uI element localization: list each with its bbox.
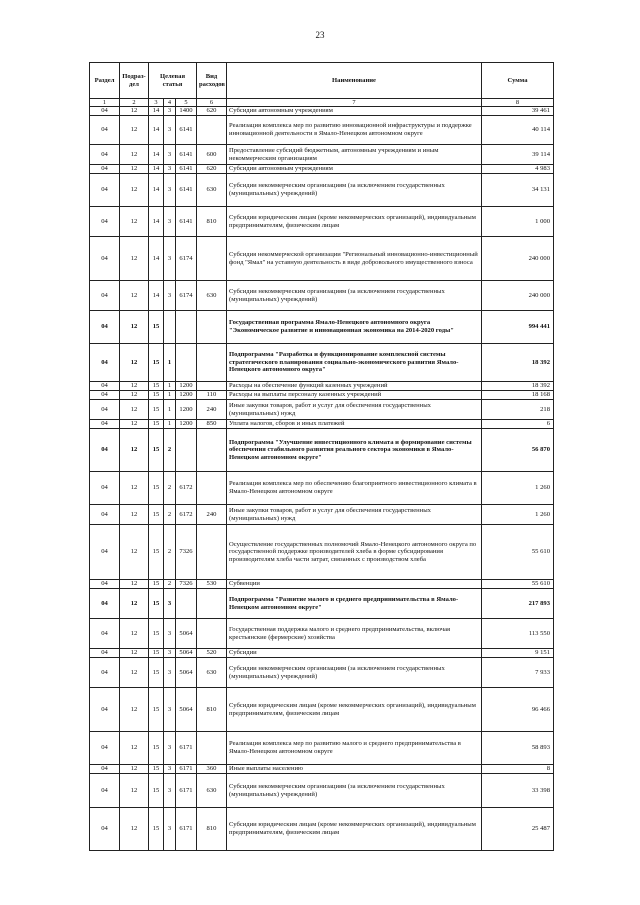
cell-direction: 5064 bbox=[176, 658, 197, 688]
cell-subprogram: 2 bbox=[164, 472, 176, 505]
cell-program: 15 bbox=[149, 580, 164, 589]
cell-vid-raskhodov: 630 bbox=[197, 658, 227, 688]
cell-program: 15 bbox=[149, 344, 164, 382]
cell-name: Реализация комплекса мер по обеспечению благоприятного инвестиционного климата в Ямало-Ненецком автономном округе bbox=[227, 472, 482, 505]
cell-subprogram: 1 bbox=[164, 382, 176, 391]
cell-program: 14 bbox=[149, 281, 164, 311]
cell-direction: 6141 bbox=[176, 165, 197, 174]
cell-summa: 33 398 bbox=[482, 774, 554, 808]
cell-vid-raskhodov: 530 bbox=[197, 580, 227, 589]
cell-program: 14 bbox=[149, 165, 164, 174]
cell-program: 14 bbox=[149, 237, 164, 281]
cell-vid-raskhodov: 600 bbox=[197, 145, 227, 165]
cell-program: 15 bbox=[149, 472, 164, 505]
cell-podrazdel: 12 bbox=[120, 420, 149, 429]
cell-direction bbox=[176, 589, 197, 619]
cell-summa: 18 392 bbox=[482, 344, 554, 382]
cell-summa: 40 114 bbox=[482, 116, 554, 145]
table-row bbox=[90, 580, 554, 589]
cell-subprogram: 1 bbox=[164, 420, 176, 429]
cell-name: Реализация комплекса мер по развитию малого и среднего предпринимательства в Ямало-Ненецком автономном округе bbox=[227, 732, 482, 765]
cell-name: Иные закупки товаров, работ и услуг для обеспечения государственных (муниципальных) нужд bbox=[227, 505, 482, 525]
cell-summa: 7 933 bbox=[482, 658, 554, 688]
cell-subprogram: 3 bbox=[164, 281, 176, 311]
table-row bbox=[90, 174, 554, 207]
cell-direction: 6141 bbox=[176, 145, 197, 165]
cell-summa: 240 000 bbox=[482, 281, 554, 311]
cell-summa: 18 392 bbox=[482, 382, 554, 391]
cell-podrazdel: 12 bbox=[120, 732, 149, 765]
cell-podrazdel: 12 bbox=[120, 472, 149, 505]
cell-subprogram: 3 bbox=[164, 649, 176, 658]
table-row bbox=[90, 472, 554, 505]
cell-razdel: 04 bbox=[90, 420, 120, 429]
cell-program: 14 bbox=[149, 207, 164, 237]
cell-direction bbox=[176, 429, 197, 472]
cell-program: 15 bbox=[149, 391, 164, 400]
cell-name: Субсидии некоммерческим организациям (за исключением государственных (муниципальных) учреждений) bbox=[227, 174, 482, 207]
cell-razdel: 04 bbox=[90, 619, 120, 649]
cell-subprogram: 3 bbox=[164, 589, 176, 619]
cell-razdel: 04 bbox=[90, 658, 120, 688]
cell-subprogram: 1 bbox=[164, 391, 176, 400]
cell-vid-raskhodov bbox=[197, 116, 227, 145]
cell-subprogram: 3 bbox=[164, 237, 176, 281]
cell-razdel: 04 bbox=[90, 472, 120, 505]
cell-vid-raskhodov bbox=[197, 619, 227, 649]
cell-direction: 6171 bbox=[176, 765, 197, 774]
cell-razdel: 04 bbox=[90, 281, 120, 311]
table-row bbox=[90, 619, 554, 649]
cell-program: 14 bbox=[149, 107, 164, 116]
cell-subprogram: 3 bbox=[164, 165, 176, 174]
cell-razdel: 04 bbox=[90, 207, 120, 237]
cell-subprogram: 2 bbox=[164, 525, 176, 580]
table-row bbox=[90, 658, 554, 688]
cell-vid-raskhodov: 360 bbox=[197, 765, 227, 774]
cell-vid-raskhodov: 630 bbox=[197, 774, 227, 808]
table-row bbox=[90, 165, 554, 174]
cell-name: Подпрограмма "Развитие малого и среднего предпринимательства в Ямало-Ненецком автономном округе" bbox=[227, 589, 482, 619]
table-row bbox=[90, 207, 554, 237]
cell-program: 14 bbox=[149, 116, 164, 145]
cell-summa: 4 983 bbox=[482, 165, 554, 174]
cell-program: 15 bbox=[149, 765, 164, 774]
cell-subprogram: 3 bbox=[164, 765, 176, 774]
cell-name: Субсидии юридическим лицам (кроме некоммерческих организаций), индивидуальным предпринимателям, физическим лицам bbox=[227, 808, 482, 851]
cell-program: 15 bbox=[149, 774, 164, 808]
cell-program: 15 bbox=[149, 382, 164, 391]
cell-razdel: 04 bbox=[90, 649, 120, 658]
cell-podrazdel: 12 bbox=[120, 116, 149, 145]
cell-subprogram: 3 bbox=[164, 174, 176, 207]
cell-vid-raskhodov bbox=[197, 525, 227, 580]
cell-name: Государственная поддержка малого и среднего предпринимательства, включая крестьянские (фермерские) хозяйства bbox=[227, 619, 482, 649]
cell-razdel: 04 bbox=[90, 174, 120, 207]
table-body bbox=[90, 107, 554, 851]
cell-podrazdel: 12 bbox=[120, 774, 149, 808]
cell-podrazdel: 12 bbox=[120, 619, 149, 649]
cell-vid-raskhodov: 240 bbox=[197, 505, 227, 525]
cell-subprogram: 3 bbox=[164, 774, 176, 808]
cell-name: Иные выплаты населению bbox=[227, 765, 482, 774]
cell-podrazdel: 12 bbox=[120, 429, 149, 472]
cell-direction: 5064 bbox=[176, 688, 197, 732]
cell-name: Субсидии юридическим лицам (кроме некоммерческих организаций), индивидуальным предпринимателям, физическим лицам bbox=[227, 207, 482, 237]
cell-summa: 218 bbox=[482, 400, 554, 420]
cell-subprogram: 3 bbox=[164, 145, 176, 165]
cell-summa: 8 bbox=[482, 765, 554, 774]
column-number: 1 bbox=[90, 99, 120, 107]
cell-program: 15 bbox=[149, 505, 164, 525]
cell-program: 15 bbox=[149, 619, 164, 649]
table-row bbox=[90, 420, 554, 429]
cell-program: 15 bbox=[149, 429, 164, 472]
cell-vid-raskhodov: 630 bbox=[197, 281, 227, 311]
cell-name: Иные закупки товаров, работ и услуг для обеспечения государственных (муниципальных) нужд bbox=[227, 400, 482, 420]
cell-podrazdel: 12 bbox=[120, 311, 149, 344]
cell-vid-raskhodov: 240 bbox=[197, 400, 227, 420]
table-row bbox=[90, 145, 554, 165]
cell-razdel: 04 bbox=[90, 774, 120, 808]
cell-podrazdel: 12 bbox=[120, 207, 149, 237]
cell-podrazdel: 12 bbox=[120, 382, 149, 391]
cell-direction: 1400 bbox=[176, 107, 197, 116]
cell-podrazdel: 12 bbox=[120, 649, 149, 658]
table-row bbox=[90, 237, 554, 281]
cell-program: 14 bbox=[149, 174, 164, 207]
cell-razdel: 04 bbox=[90, 429, 120, 472]
cell-summa: 25 487 bbox=[482, 808, 554, 851]
column-number: 5 bbox=[176, 99, 197, 107]
cell-vid-raskhodov: 520 bbox=[197, 649, 227, 658]
page-number: 23 bbox=[315, 30, 325, 40]
cell-summa: 39 461 bbox=[482, 107, 554, 116]
cell-name: Государственная программа Ямало-Ненецкого автономного округа "Экономическое развитие и инновационная экономика на 2014-2020 годы" bbox=[227, 311, 482, 344]
table-row bbox=[90, 391, 554, 400]
cell-razdel: 04 bbox=[90, 145, 120, 165]
cell-vid-raskhodov: 620 bbox=[197, 165, 227, 174]
table-row bbox=[90, 429, 554, 472]
table-row bbox=[90, 589, 554, 619]
table-row bbox=[90, 525, 554, 580]
cell-razdel: 04 bbox=[90, 237, 120, 281]
cell-direction bbox=[176, 311, 197, 344]
cell-program: 15 bbox=[149, 649, 164, 658]
cell-razdel: 04 bbox=[90, 311, 120, 344]
cell-name: Субсидии bbox=[227, 649, 482, 658]
cell-name: Субвенции bbox=[227, 580, 482, 589]
cell-subprogram: 3 bbox=[164, 732, 176, 765]
cell-direction: 1200 bbox=[176, 420, 197, 429]
cell-summa: 1 260 bbox=[482, 505, 554, 525]
cell-summa: 55 610 bbox=[482, 580, 554, 589]
cell-direction: 1200 bbox=[176, 391, 197, 400]
cell-summa: 240 000 bbox=[482, 237, 554, 281]
cell-vid-raskhodov: 810 bbox=[197, 688, 227, 732]
cell-podrazdel: 12 bbox=[120, 688, 149, 732]
cell-razdel: 04 bbox=[90, 589, 120, 619]
cell-name: Реализация комплекса мер по развитию инновационной инфраструктуры и поддержке инновационной деятельности в Ямало-Ненецком автономном округе bbox=[227, 116, 482, 145]
header-podrazdel: Подраз-дел bbox=[120, 63, 149, 99]
cell-name: Субсидии некоммерческим организациям (за исключением государственных (муниципальных) учреждений) bbox=[227, 281, 482, 311]
column-number: 3 bbox=[149, 99, 164, 107]
header-row bbox=[90, 63, 554, 99]
cell-name: Субсидии некоммерческим организациям (за исключением государственных (муниципальных) учреждений) bbox=[227, 774, 482, 808]
cell-program: 15 bbox=[149, 589, 164, 619]
cell-name: Предоставление субсидий бюджетным, автономным учреждениям и иным некоммерческим организациям bbox=[227, 145, 482, 165]
cell-vid-raskhodov: 850 bbox=[197, 420, 227, 429]
header-name: Наименование bbox=[227, 63, 482, 99]
header-vid: Вид расходов bbox=[197, 63, 227, 99]
cell-podrazdel: 12 bbox=[120, 505, 149, 525]
cell-podrazdel: 12 bbox=[120, 658, 149, 688]
cell-podrazdel: 12 bbox=[120, 281, 149, 311]
cell-program: 15 bbox=[149, 311, 164, 344]
cell-podrazdel: 12 bbox=[120, 237, 149, 281]
cell-name: Субсидии некоммерческим организациям (за исключением государственных (муниципальных) учреждений) bbox=[227, 658, 482, 688]
cell-summa: 56 870 bbox=[482, 429, 554, 472]
cell-direction: 5064 bbox=[176, 649, 197, 658]
cell-subprogram: 2 bbox=[164, 505, 176, 525]
cell-direction: 7326 bbox=[176, 580, 197, 589]
cell-summa: 6 bbox=[482, 420, 554, 429]
cell-vid-raskhodov: 620 bbox=[197, 107, 227, 116]
cell-program: 15 bbox=[149, 688, 164, 732]
cell-direction: 6141 bbox=[176, 207, 197, 237]
cell-direction: 6172 bbox=[176, 472, 197, 505]
cell-subprogram: 3 bbox=[164, 107, 176, 116]
cell-podrazdel: 12 bbox=[120, 107, 149, 116]
table-row bbox=[90, 311, 554, 344]
cell-program: 15 bbox=[149, 420, 164, 429]
cell-subprogram: 3 bbox=[164, 619, 176, 649]
cell-name: Субсидии автономным учреждениям bbox=[227, 107, 482, 116]
cell-subprogram: 3 bbox=[164, 808, 176, 851]
table-row bbox=[90, 505, 554, 525]
cell-program: 15 bbox=[149, 400, 164, 420]
cell-podrazdel: 12 bbox=[120, 580, 149, 589]
cell-name: Субсидии автономным учреждениям bbox=[227, 165, 482, 174]
cell-program: 15 bbox=[149, 808, 164, 851]
cell-name: Расходы на обеспечение функций казенных учреждений bbox=[227, 382, 482, 391]
cell-subprogram: 2 bbox=[164, 580, 176, 589]
cell-direction: 1200 bbox=[176, 400, 197, 420]
cell-summa: 58 893 bbox=[482, 732, 554, 765]
cell-direction: 6141 bbox=[176, 116, 197, 145]
cell-podrazdel: 12 bbox=[120, 165, 149, 174]
cell-summa: 96 466 bbox=[482, 688, 554, 732]
cell-summa: 113 550 bbox=[482, 619, 554, 649]
cell-subprogram: 3 bbox=[164, 658, 176, 688]
cell-razdel: 04 bbox=[90, 382, 120, 391]
cell-subprogram: 1 bbox=[164, 400, 176, 420]
cell-direction: 5064 bbox=[176, 619, 197, 649]
cell-summa: 55 610 bbox=[482, 525, 554, 580]
table-row bbox=[90, 344, 554, 382]
cell-podrazdel: 12 bbox=[120, 400, 149, 420]
cell-podrazdel: 12 bbox=[120, 525, 149, 580]
cell-razdel: 04 bbox=[90, 400, 120, 420]
table-row bbox=[90, 116, 554, 145]
cell-name: Подпрограмма "Улучшение инвестиционного климата и формирование системы обеспечения стабильного развития реального сектора экономики в Ямало-Ненецком автономном округе" bbox=[227, 429, 482, 472]
table-row bbox=[90, 400, 554, 420]
cell-subprogram: 1 bbox=[164, 344, 176, 382]
cell-direction bbox=[176, 344, 197, 382]
cell-summa: 39 114 bbox=[482, 145, 554, 165]
cell-name: Расходы на выплаты персоналу казенных учреждений bbox=[227, 391, 482, 400]
cell-direction: 7326 bbox=[176, 525, 197, 580]
cell-direction: 6171 bbox=[176, 732, 197, 765]
cell-summa: 18 168 bbox=[482, 391, 554, 400]
cell-name: Осуществление государственных полномочий Ямало-Ненецкого автономного округа по государственной поддержке производителей хлеба в форме субсидирования производителям хлеба части затрат, связанных с производством хлеба bbox=[227, 525, 482, 580]
budget-table bbox=[89, 62, 554, 851]
cell-summa: 9 151 bbox=[482, 649, 554, 658]
cell-subprogram: 2 bbox=[164, 429, 176, 472]
cell-podrazdel: 12 bbox=[120, 765, 149, 774]
column-number: 2 bbox=[120, 99, 149, 107]
cell-name: Подпрограмма "Разработка и функционирование комплексной системы стратегического планирования социально-экономического развития Ямало-Ненецкого автономного округа" bbox=[227, 344, 482, 382]
cell-name: Субсидия некоммерческой организации "Региональный инновационно-инвестиционный фонд "Ямал" на уставную деятельность в виде добровольного имущественного взноса bbox=[227, 237, 482, 281]
table-row bbox=[90, 774, 554, 808]
cell-vid-raskhodov bbox=[197, 237, 227, 281]
cell-direction: 6174 bbox=[176, 281, 197, 311]
header-razdel: Раздел bbox=[90, 63, 120, 99]
cell-podrazdel: 12 bbox=[120, 808, 149, 851]
cell-summa: 1 000 bbox=[482, 207, 554, 237]
cell-program: 15 bbox=[149, 658, 164, 688]
cell-program: 14 bbox=[149, 145, 164, 165]
cell-razdel: 04 bbox=[90, 765, 120, 774]
cell-direction: 1200 bbox=[176, 382, 197, 391]
cell-razdel: 04 bbox=[90, 344, 120, 382]
table-row bbox=[90, 765, 554, 774]
header-summa: Сумма bbox=[482, 63, 554, 99]
cell-podrazdel: 12 bbox=[120, 391, 149, 400]
cell-vid-raskhodov bbox=[197, 311, 227, 344]
cell-podrazdel: 12 bbox=[120, 589, 149, 619]
cell-direction: 6171 bbox=[176, 774, 197, 808]
header-tselevaya: Целевая статья bbox=[149, 63, 197, 99]
table-row bbox=[90, 107, 554, 116]
cell-razdel: 04 bbox=[90, 107, 120, 116]
cell-razdel: 04 bbox=[90, 688, 120, 732]
cell-vid-raskhodov bbox=[197, 344, 227, 382]
cell-subprogram bbox=[164, 311, 176, 344]
cell-razdel: 04 bbox=[90, 391, 120, 400]
cell-razdel: 04 bbox=[90, 808, 120, 851]
column-number: 7 bbox=[227, 99, 482, 107]
cell-subprogram: 3 bbox=[164, 116, 176, 145]
table-row bbox=[90, 649, 554, 658]
table-row bbox=[90, 732, 554, 765]
cell-summa: 1 260 bbox=[482, 472, 554, 505]
cell-summa: 217 893 bbox=[482, 589, 554, 619]
cell-subprogram: 3 bbox=[164, 207, 176, 237]
cell-direction: 6172 bbox=[176, 505, 197, 525]
cell-program: 15 bbox=[149, 525, 164, 580]
cell-razdel: 04 bbox=[90, 165, 120, 174]
cell-razdel: 04 bbox=[90, 116, 120, 145]
cell-vid-raskhodov bbox=[197, 382, 227, 391]
cell-direction: 6171 bbox=[176, 808, 197, 851]
cell-subprogram: 3 bbox=[164, 688, 176, 732]
cell-razdel: 04 bbox=[90, 505, 120, 525]
cell-name: Уплата налогов, сборов и иных платежей bbox=[227, 420, 482, 429]
cell-program: 15 bbox=[149, 732, 164, 765]
cell-vid-raskhodov: 810 bbox=[197, 207, 227, 237]
cell-summa: 994 441 bbox=[482, 311, 554, 344]
cell-razdel: 04 bbox=[90, 732, 120, 765]
cell-podrazdel: 12 bbox=[120, 145, 149, 165]
cell-vid-raskhodov: 810 bbox=[197, 808, 227, 851]
cell-razdel: 04 bbox=[90, 525, 120, 580]
table-row bbox=[90, 688, 554, 732]
cell-podrazdel: 12 bbox=[120, 174, 149, 207]
cell-vid-raskhodov: 630 bbox=[197, 174, 227, 207]
cell-summa: 34 131 bbox=[482, 174, 554, 207]
cell-vid-raskhodov bbox=[197, 429, 227, 472]
cell-direction: 6174 bbox=[176, 237, 197, 281]
table-row bbox=[90, 382, 554, 391]
cell-podrazdel: 12 bbox=[120, 344, 149, 382]
column-number-row bbox=[90, 99, 554, 107]
cell-vid-raskhodov bbox=[197, 732, 227, 765]
table-row bbox=[90, 808, 554, 851]
column-number: 8 bbox=[482, 99, 554, 107]
column-number: 4 bbox=[164, 99, 176, 107]
table-row bbox=[90, 281, 554, 311]
cell-vid-raskhodov bbox=[197, 472, 227, 505]
cell-razdel: 04 bbox=[90, 580, 120, 589]
cell-name: Субсидии юридическим лицам (кроме некоммерческих организаций), индивидуальным предпринимателям, физическим лицам bbox=[227, 688, 482, 732]
cell-vid-raskhodov: 110 bbox=[197, 391, 227, 400]
cell-vid-raskhodov bbox=[197, 589, 227, 619]
cell-direction: 6141 bbox=[176, 174, 197, 207]
column-number: 6 bbox=[197, 99, 227, 107]
